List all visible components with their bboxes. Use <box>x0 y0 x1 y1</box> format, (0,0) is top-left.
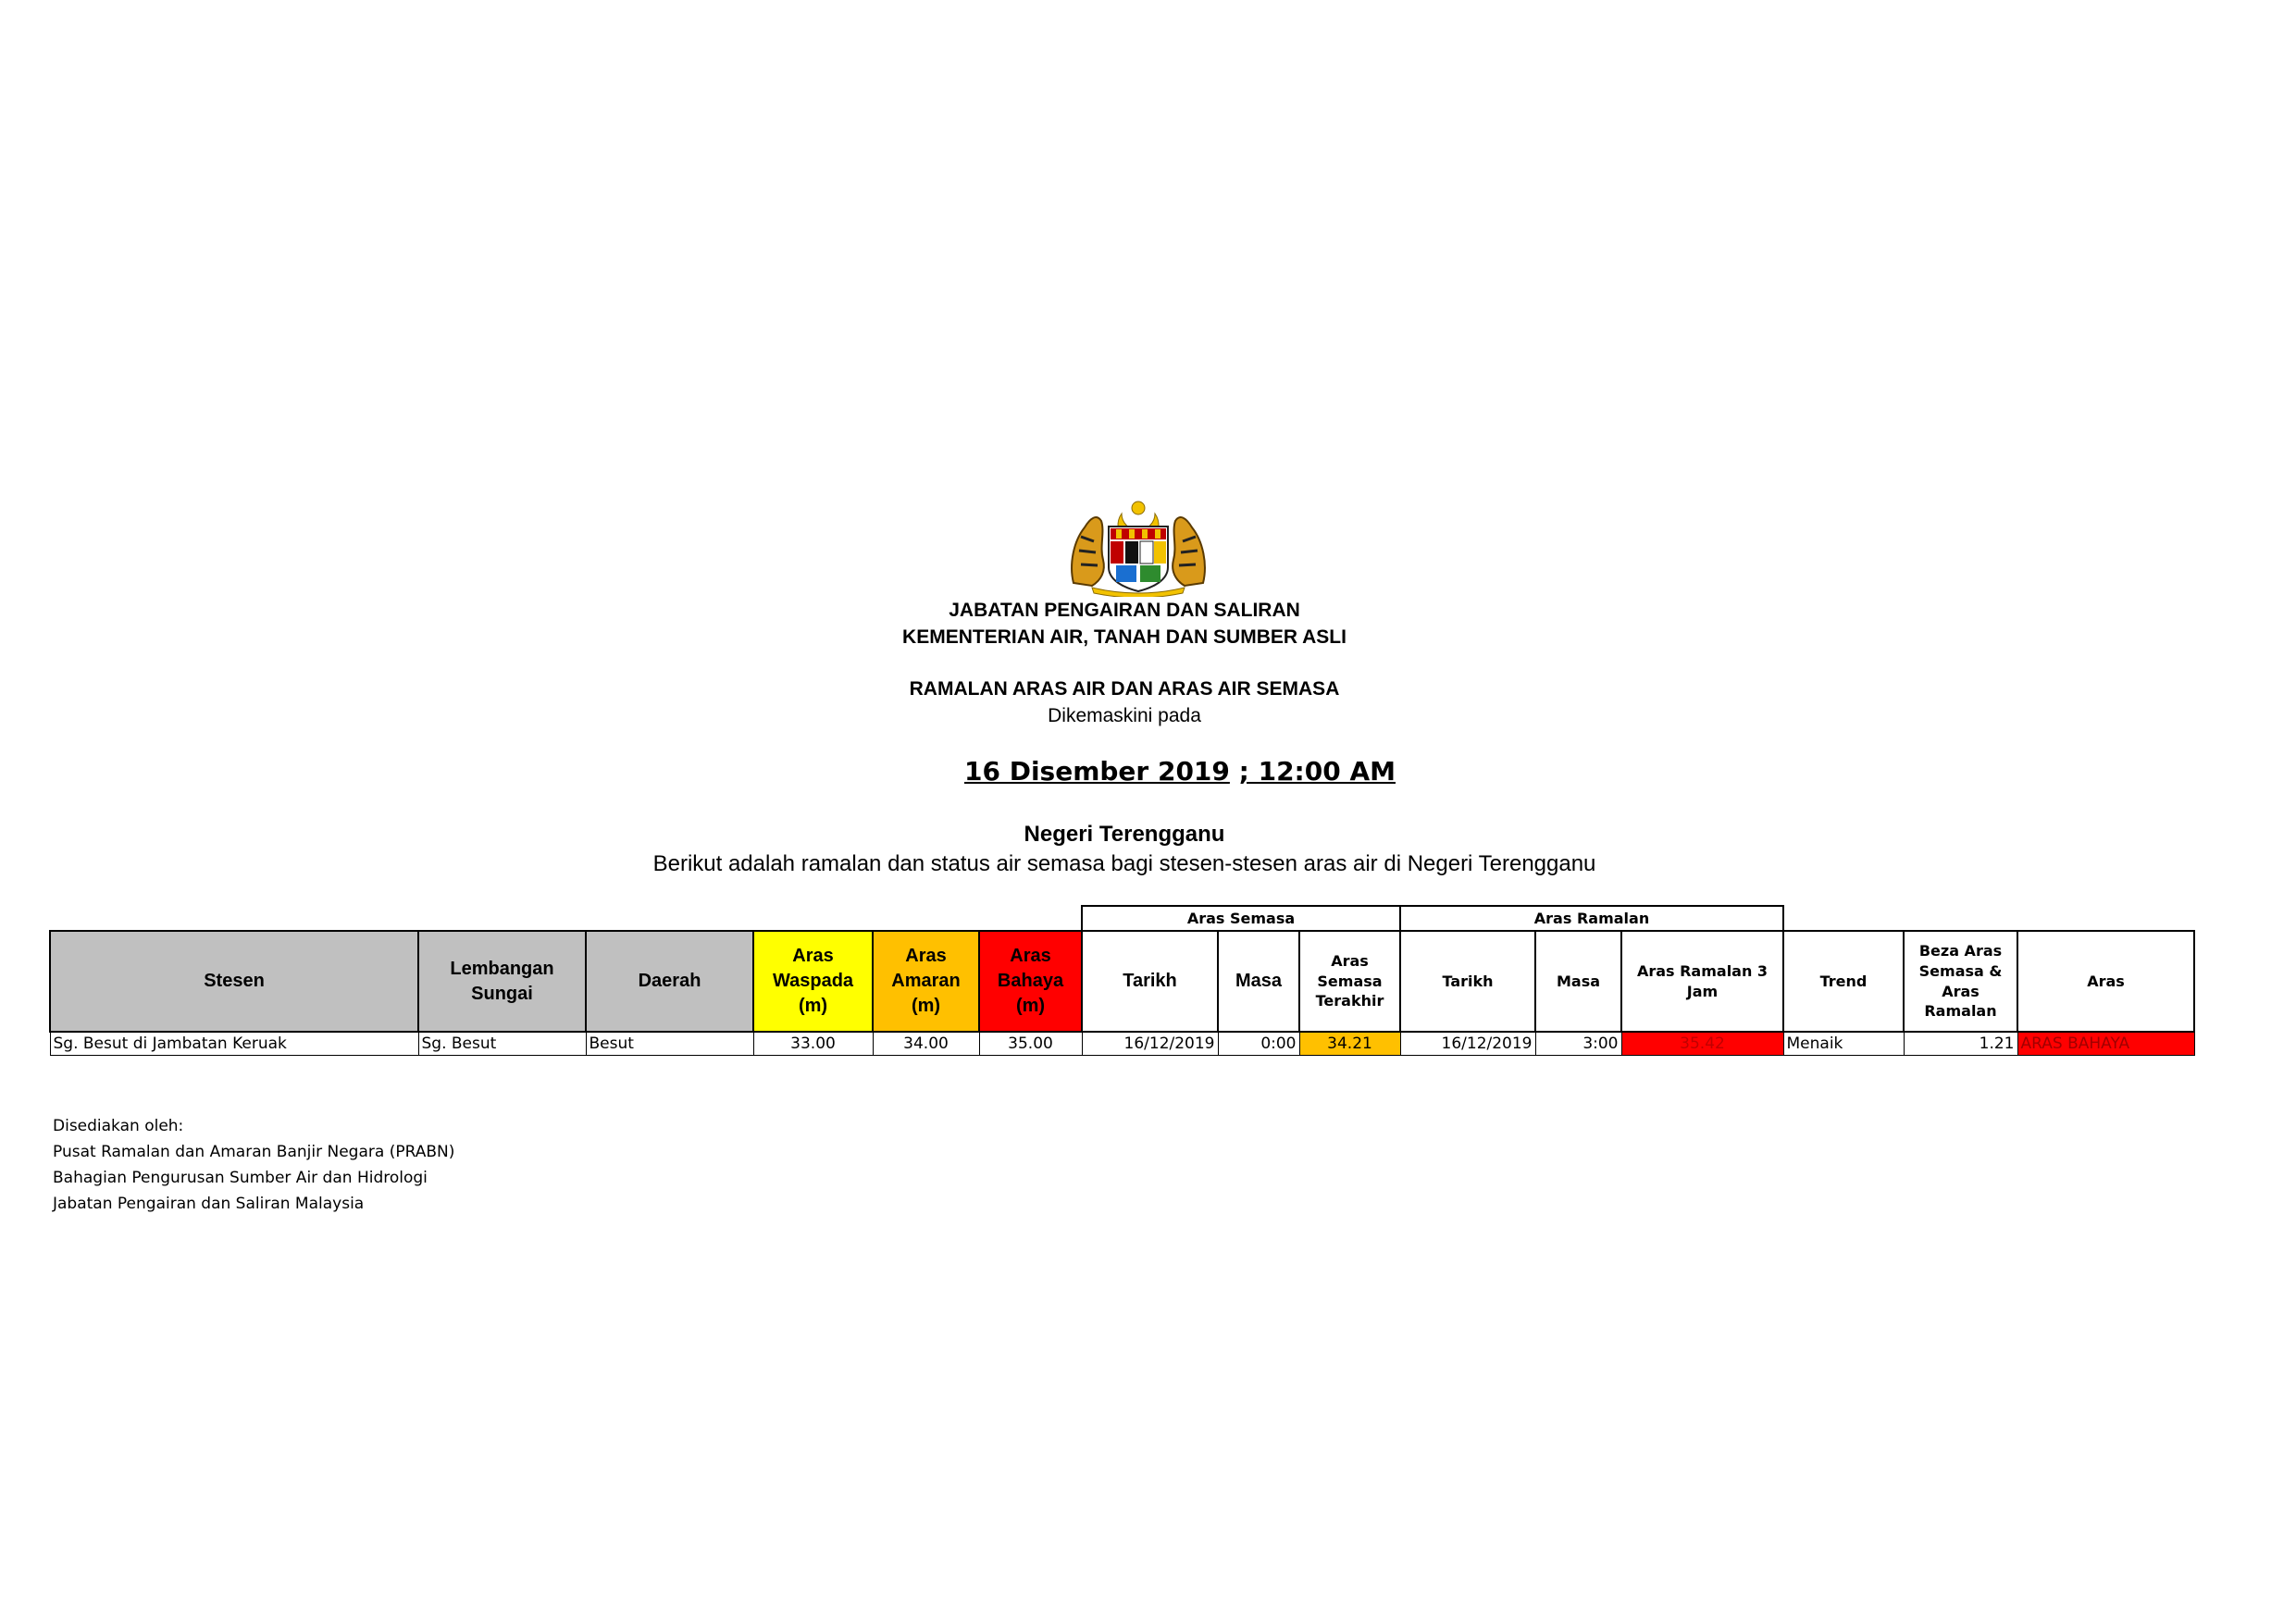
header-ramalan-masa: Masa <box>1535 931 1621 1032</box>
report-title: RAMALAN ARAS AIR DAN ARAS AIR SEMASA <box>909 678 1340 700</box>
header-trend: Trend <box>1783 931 1904 1032</box>
report-time: ; 12:00 AM <box>1238 756 1396 787</box>
organization-name: JABATAN PENGAIRAN DAN SALIRAN <box>949 600 1300 621</box>
updated-label: Dikemaskini pada <box>1048 705 1201 726</box>
group-header-forecast: Aras Ramalan <box>1400 906 1783 931</box>
water-level-table <box>49 905 2195 1056</box>
header-ramalan-tarikh: Tarikh <box>1400 931 1535 1032</box>
cell-aras-status: ARAS BAHAYA <box>2017 1032 2194 1056</box>
cell-aras-amaran: 34.00 <box>873 1032 979 1056</box>
column-header-row <box>50 931 2194 1032</box>
header-masa: Masa <box>1218 931 1299 1032</box>
header-daerah: Daerah <box>586 931 753 1032</box>
table-row <box>50 1032 2194 1056</box>
footer-credits <box>53 1113 454 1217</box>
header-aras-bahaya: Aras Bahaya (m) <box>979 931 1082 1032</box>
coat-of-arms-logo <box>1064 495 1212 597</box>
cell-stesen: Sg. Besut di Jambatan Keruak <box>50 1032 418 1056</box>
report-date: 16 Disember 2019 <box>963 756 1230 787</box>
header-aras-amaran: Aras Amaran (m) <box>873 931 979 1032</box>
footer-prabn: Pusat Ramalan dan Amaran Banjir Negara (PRABN) <box>53 1143 455 1161</box>
group-header-current: Aras Semasa <box>1082 906 1400 931</box>
cell-lembangan: Sg. Besut <box>418 1032 586 1056</box>
state-name: Negeri Terengganu <box>1024 822 1225 847</box>
cell-masa: 0:00 <box>1218 1032 1299 1056</box>
footer-division: Bahagian Pengurusan Sumber Air dan Hidrologi <box>53 1169 428 1187</box>
cell-ramalan-tarikh: 16/12/2019 <box>1400 1032 1535 1056</box>
report-datetime <box>56 756 2296 787</box>
cell-daerah: Besut <box>586 1032 753 1056</box>
group-header-row <box>50 906 2194 931</box>
cell-aras-waspada: 33.00 <box>753 1032 873 1056</box>
cell-ramalan-masa: 3:00 <box>1535 1032 1621 1056</box>
cell-aras-semasa: 34.21 <box>1299 1032 1400 1056</box>
header-stesen: Stesen <box>50 931 418 1032</box>
footer-department: Jabatan Pengairan dan Saliran Malaysia <box>53 1195 365 1213</box>
cell-aras-bahaya: 35.00 <box>979 1032 1082 1056</box>
header-aras-waspada: Aras Waspada (m) <box>753 931 873 1032</box>
cell-tarikh: 16/12/2019 <box>1082 1032 1218 1056</box>
header-aras-status: Aras <box>2017 931 2194 1032</box>
report-description: Berikut adalah ramalan dan status air semasa bagi stesen-stesen aras air di Negeri Terengganu <box>652 851 1596 876</box>
header-aras-semasa-terakhir: Aras Semasa Terakhir <box>1299 931 1400 1032</box>
header-tarikh: Tarikh <box>1082 931 1218 1032</box>
ministry-name: KEMENTERIAN AIR, TANAH DAN SUMBER ASLI <box>902 626 1347 648</box>
cell-beza-aras: 1.21 <box>1904 1032 2017 1056</box>
header-lembangan: Lembangan Sungai <box>418 931 586 1032</box>
header-beza-aras: Beza Aras Semasa & Aras Ramalan <box>1904 931 2017 1032</box>
cell-trend: Menaik <box>1783 1032 1904 1056</box>
cell-aras-ramalan: 35.42 <box>1621 1032 1783 1056</box>
footer-prepared-by: Disediakan oleh: <box>53 1117 184 1135</box>
header-aras-ramalan: Aras Ramalan 3 Jam <box>1621 931 1783 1032</box>
